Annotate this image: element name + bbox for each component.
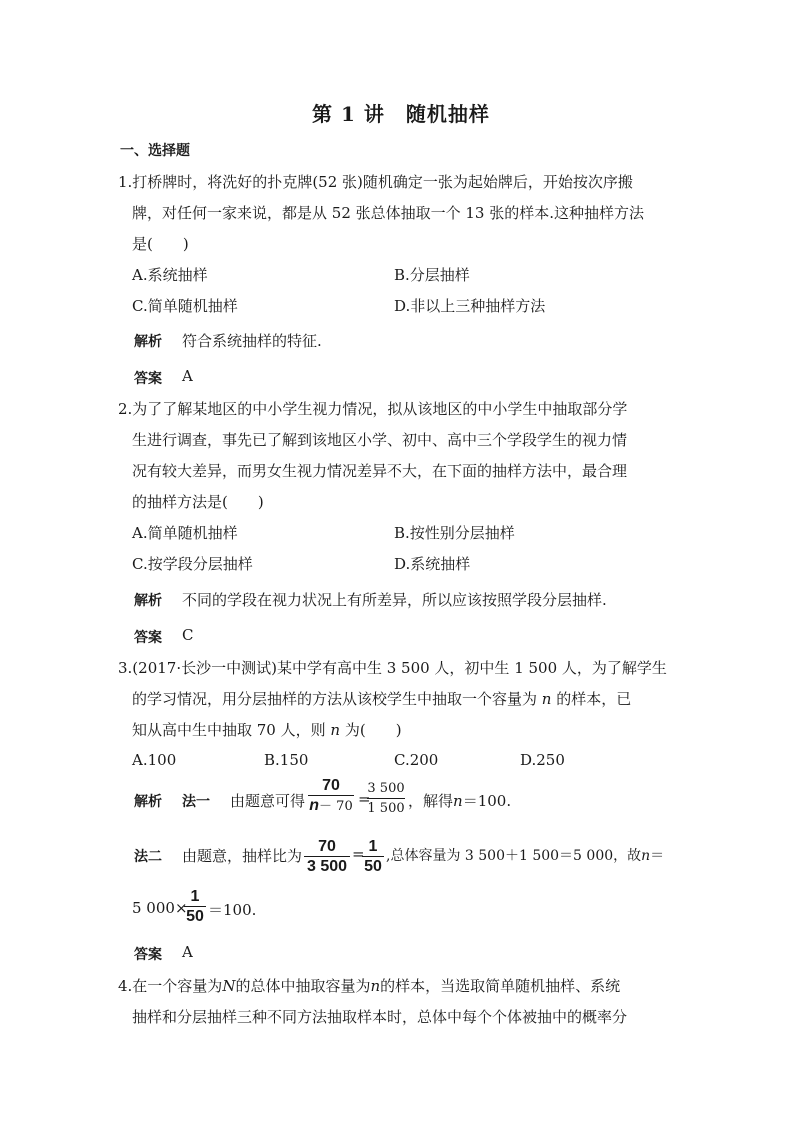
fraction-var-n: n: [309, 797, 320, 814]
q1-option-b: B.分层抽样: [394, 266, 470, 284]
q3-method2-text: 由题意，抽样比为: [182, 847, 303, 865]
q1-option-a: A.系统抽样: [132, 266, 208, 284]
q1-answer-label: 答案: [134, 371, 162, 387]
q4-line-2: 抽样和分层抽样三种不同方法抽取样本时，总体中每个个体被抽中的概率分: [132, 1008, 628, 1026]
q2-answer: C: [182, 626, 194, 644]
fraction-denominator: 50: [364, 858, 382, 875]
q2-line-4: 的抽样方法是( ): [132, 493, 264, 511]
q2-option-c: C.按学段分层抽样: [132, 555, 253, 573]
q1-line-3: 是( ): [132, 235, 189, 253]
q3-option-d: D.250: [520, 751, 565, 769]
q3-method1-label: 法一: [182, 794, 210, 810]
q3-method2-fraction-2: [362, 837, 384, 876]
q3-var-n: n: [453, 792, 463, 810]
section-heading: 一、选择题: [120, 143, 190, 159]
q2-answer-label: 答案: [134, 630, 162, 646]
q3-method1-equals: =: [358, 790, 371, 808]
q2-line-3: 况有较大差异，而男女生视力情况差异不大，在下面的抽样方法中，最合理: [132, 462, 628, 480]
q3-method2-line2-b: ＝100.: [208, 901, 257, 919]
q3-method1-result-b: ＝100.: [462, 792, 512, 810]
q1-line-2: 牌，对任何一家来说，都是从 52 张总体抽取一个 13 张的样本.这种抽样方法: [132, 204, 645, 222]
q1-line-1: 1.打桥牌时，将洗好的扑克牌(52 张)随机确定一张为起始牌后，开始按次序搬: [118, 173, 633, 191]
q3-line-2-text-a: 的学习情况，用分层抽样的方法从该校学生中抽取一个容量为: [132, 690, 538, 708]
q3-option-c: C.200: [394, 751, 439, 769]
q3-method2-rest: [386, 845, 664, 865]
q3-var-n: n: [641, 848, 651, 864]
q2-line-2: 生进行调查，事先已了解到该地区小学、初中、高中三个学段学生的视力情: [132, 431, 628, 449]
q3-method2-fraction-1: [304, 837, 350, 876]
q1-analysis-label: 解析: [134, 334, 162, 350]
q3-var-n: n: [330, 721, 341, 739]
q3-option-a: A.100: [132, 751, 177, 769]
q1-analysis-text: 符合系统抽样的特征.: [182, 332, 322, 350]
q3-answer: A: [182, 943, 193, 961]
q3-method1-result-a: ，解得: [408, 792, 454, 810]
q4-line-1-text-b: 的总体中抽取容量为: [235, 977, 371, 995]
fraction-denominator: 3 500: [306, 858, 348, 875]
q3-line-3-text-a: 知从高中生中抽取 70 人，则: [132, 721, 326, 739]
q3-method1-result: [408, 790, 511, 811]
q3-method1-fraction-2: [367, 779, 405, 818]
q4-line-1-text-c: 的样本，当选取简单随机抽样、系统: [380, 977, 621, 995]
q3-method1-fraction-1: [308, 776, 354, 816]
q4-line-1-text-a: 4.在一个容量为: [118, 977, 223, 995]
q3-method2-label: 法二: [134, 849, 162, 865]
q4-line-1: [118, 975, 620, 996]
q3-method2-rest-b: ＝: [650, 848, 665, 864]
fraction-denominator: [308, 796, 354, 816]
q2-option-d: D.系统抽样: [394, 555, 471, 573]
fraction-denominator: 1 500: [367, 801, 405, 816]
q2-analysis-label: 解析: [134, 593, 162, 609]
fraction-numerator: 70: [318, 838, 336, 855]
q3-line-3-text-b: 为( ): [344, 721, 402, 739]
fraction-numerator: 3 500: [367, 781, 405, 796]
q3-option-b: B.150: [264, 751, 309, 769]
fraction-denominator: 50: [186, 908, 204, 925]
q3-method2-line2-a: 5 000×: [132, 899, 188, 917]
q3-method2-fraction-3: [184, 887, 206, 926]
q3-line-2-text-b: 的样本，已: [556, 690, 632, 708]
page-title: 第 1 讲 随机抽样: [312, 102, 490, 126]
q1-option-d: D.非以上三种抽样方法: [394, 297, 546, 315]
q2-option-a: A.简单随机抽样: [132, 524, 238, 542]
fraction-denominator-rest: － 70: [319, 799, 353, 814]
q1-option-c: C.简单随机抽样: [132, 297, 238, 315]
q2-analysis-text: 不同的学段在视力状况上有所差异，所以应该按照学段分层抽样.: [182, 591, 607, 609]
q4-var-n: n: [370, 977, 381, 995]
q3-method1-text: 由题意可得: [230, 792, 306, 810]
fraction-numerator: 1: [190, 888, 200, 905]
q3-method2-rest-a: ,总体容量为 3 500＋1 500＝5 000，故: [386, 848, 642, 864]
q2-line-1: 2.为了了解某地区的中小学生视力情况，拟从该地区的中小学生中抽取部分学: [118, 400, 628, 418]
q3-line-1: 3.(2017·长沙一中测试)某中学有高中生 3 500 人，初中生 1 500 人，为了解学生: [118, 659, 667, 677]
q3-analysis-label: 解析: [134, 794, 162, 810]
q3-line-3: [132, 719, 402, 740]
fraction-numerator: 70: [322, 777, 340, 794]
q3-answer-label: 答案: [134, 947, 162, 963]
q3-method2-equals: =: [352, 845, 365, 863]
q3-line-2: [132, 688, 631, 709]
q1-answer: A: [182, 367, 193, 385]
q3-var-n: n: [541, 690, 552, 708]
fraction-numerator: 1: [368, 838, 378, 855]
q2-option-b: B.按性别分层抽样: [394, 524, 515, 542]
q4-var-N: N: [222, 977, 236, 995]
